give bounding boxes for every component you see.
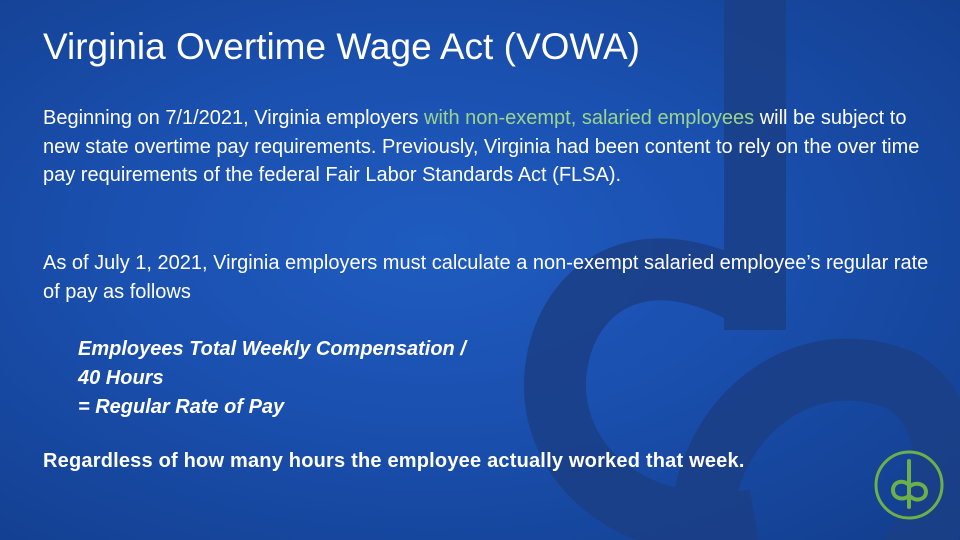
intro-highlight: with non-exempt, salaried employees	[424, 107, 755, 129]
formula-line-result: = Regular Rate of Pay	[78, 396, 285, 418]
page-title: Virginia Overtime Wage Act (VOWA)	[43, 26, 640, 67]
intro-text-end: will be subject to new state overtime pay requirements. Previously, Virginia had been content to rely on the over time pay requirements of the federal Fair Labor Standards Act (FLSA).	[43, 107, 920, 186]
closing-statement: Regardless of how many hours the employee actually worked that week.	[43, 450, 745, 472]
intro-text-start: Beginning on 7/1/2021, Virginia employers	[43, 107, 424, 129]
intro-paragraph	[43, 104, 943, 190]
calculation-paragraph: As of July 1, 2021, Virginia employers must calculate a non-exempt salaried employee’s regular rate of pay as follows	[43, 252, 929, 303]
dp-logo-icon	[873, 449, 945, 521]
formula-line-compensation: Employees Total Weekly Compensation /	[78, 338, 466, 360]
rate-formula	[78, 335, 466, 422]
formula-line-hours: 40 Hours	[78, 367, 164, 389]
